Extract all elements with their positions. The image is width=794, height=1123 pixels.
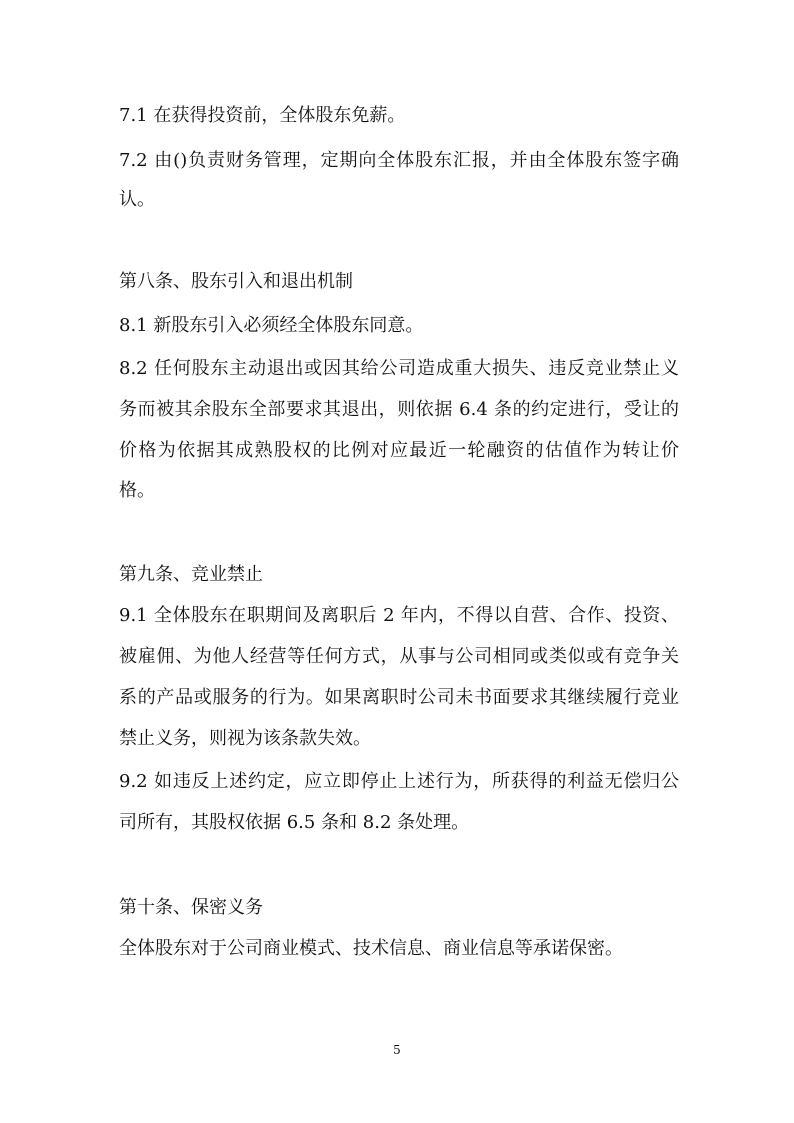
article-9-heading: 第九条、竞业禁止	[119, 564, 263, 585]
clause-8-2-line-3: 价格为依据其成熟股权的比例对应最近一轮融资的估值作为转让价	[119, 440, 679, 461]
clause-8-2-line-1: 8.2 任何股东主动退出或因其给公司造成重大损失、违反竞业禁止义	[119, 358, 679, 379]
clause-9-1-line-4: 禁止义务，则视为该条款失效。	[119, 728, 371, 749]
article-10-heading: 第十条、保密义务	[119, 897, 263, 918]
clause-7-2-line-2: 认。	[119, 189, 155, 210]
clause-8-2-line-4: 格。	[119, 480, 155, 501]
article-10-body: 全体股东对于公司商业模式、技术信息、商业信息等承诺保密。	[119, 938, 623, 959]
clause-9-2-line-2: 司所有，其股权依据 6.5 条和 8.2 条处理。	[119, 812, 470, 833]
page-number: 5	[393, 1043, 401, 1057]
clause-7-2-line-1: 7.2 由()负责财务管理，定期向全体股东汇报，并由全体股东签字确	[119, 150, 679, 171]
clause-9-1-line-1: 9.1 全体股东在职期间及离职后 2 年内，不得以自营、合作、投资、	[119, 605, 679, 626]
clause-9-1-line-2: 被雇佣、为他人经营等任何方式，从事与公司相同或类似或有竞争关	[119, 646, 679, 667]
article-8-heading: 第八条、股东引入和退出机制	[119, 271, 353, 292]
clause-8-1: 8.1 新股东引入必须经全体股东同意。	[119, 315, 424, 336]
clause-9-1-line-3: 系的产品或服务的行为。如果离职时公司未书面要求其继续履行竞业	[119, 687, 679, 708]
clause-8-2-line-2: 务而被其余股东全部要求其退出，则依据 6.4 条的约定进行，受让的	[119, 399, 679, 420]
clause-7-1: 7.1 在获得投资前，全体股东免薪。	[119, 105, 406, 126]
clause-9-2-line-1: 9.2 如违反上述约定，应立即停止上述行为，所获得的利益无偿归公	[119, 771, 679, 792]
